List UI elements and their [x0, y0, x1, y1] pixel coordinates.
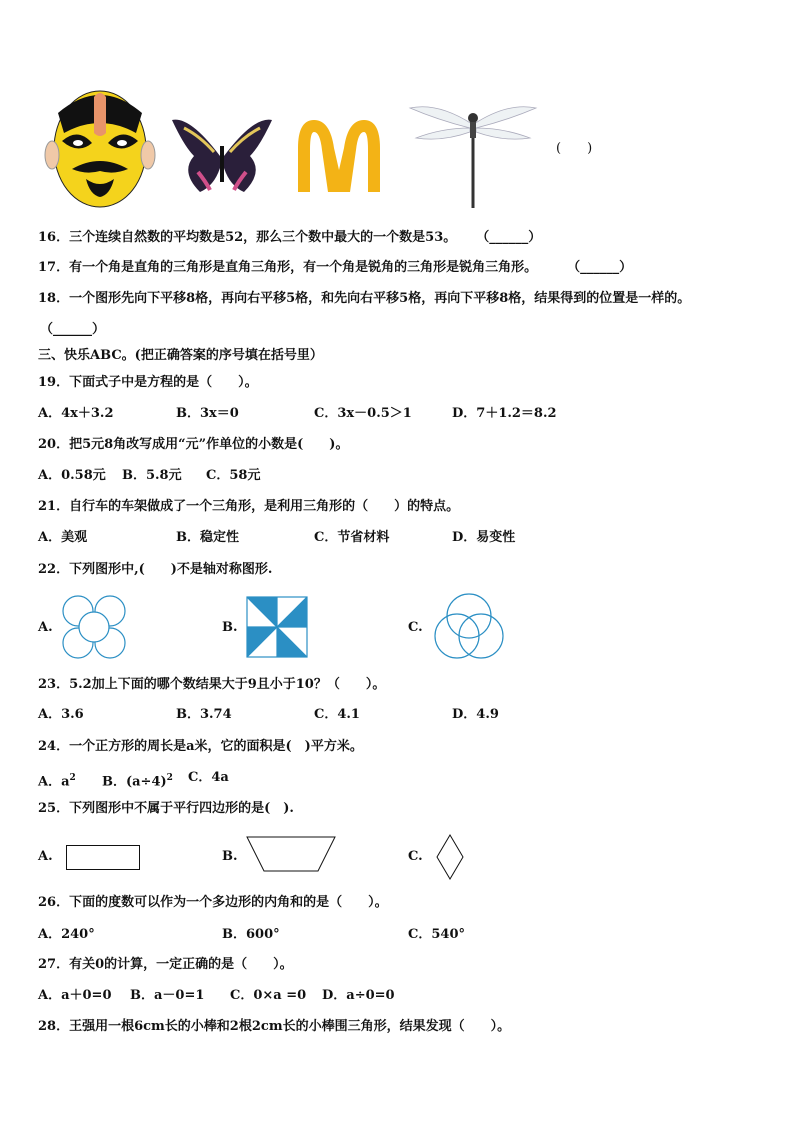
question-20-option-a[interactable]: A．0.58元	[38, 468, 106, 483]
question-24-option-a-exponent: 2	[69, 773, 76, 783]
question-18-text: 18．一个图形先向下平移8格，再向右平移5格，和先向右平移5格，再向下平移8格，结果得到的位置是一样的。	[38, 291, 691, 306]
question-25-text: 25．下列图形中不属于平行四边形的是( ).	[38, 801, 294, 816]
flower-figure	[60, 595, 128, 659]
question-20-text: 20．把5元8角改写成用“元”作单位的小数是( )。	[38, 437, 349, 452]
question-23-option-c[interactable]: C．4.1	[314, 707, 360, 722]
mcdonalds-logo-image	[296, 118, 382, 192]
rectangle-figure	[66, 845, 140, 871]
question-26-option-c[interactable]: C．540°	[408, 927, 465, 942]
question-27-text: 27．有关0的计算，一定正确的是（ ）。	[38, 957, 293, 972]
question-21-option-c[interactable]: C．节省材料	[314, 530, 390, 545]
section-3-heading: 三、快乐ABC。(把正确答案的序号填在括号里）	[38, 348, 323, 363]
question-21-text: 21．自行车的车架做成了一个三角形，是利用三角形的（ ）的特点。	[38, 499, 460, 514]
question-22-option-c[interactable]: C.	[408, 620, 423, 635]
question-20-option-b[interactable]: B．5.8元	[122, 468, 182, 483]
question-26-option-b[interactable]: B．600°	[222, 927, 280, 942]
question-22-option-a[interactable]: A.	[38, 620, 53, 635]
question-23-option-b[interactable]: B．3.74	[176, 707, 232, 722]
question-23-text: 23．5.2加上下面的哪个数结果大于9且小于10？（ ）。	[38, 677, 386, 692]
question-16	[38, 229, 541, 247]
question-24-option-b-exponent: 2	[166, 773, 173, 783]
question-24-option-b-text: B．(a÷4)	[102, 774, 167, 790]
question-22-text: 22．下列图形中,( )不是轴对称图形.	[38, 562, 273, 577]
question-26-option-a[interactable]: A．240°	[38, 927, 95, 942]
question-28-text: 28．王强用一根6cm长的小棒和2根2cm长的小棒围三角形，结果发现（ ）。	[38, 1019, 511, 1034]
question-19-option-c[interactable]: C．3x－0.5＞1	[314, 406, 412, 421]
question-27-option-b[interactable]: B．a－0=1	[130, 988, 205, 1003]
question-17-text: 17．有一个角是直角的三角形是直角三角形，有一个角是锐角的三角形是锐角三角形。	[38, 260, 538, 275]
question-19-option-d[interactable]: D．7＋1.2＝8.2	[452, 406, 557, 421]
question-21-option-a[interactable]: A．美观	[38, 530, 88, 545]
opera-mask-image	[44, 83, 156, 211]
question-16-answer-blank[interactable]: （______）	[476, 230, 542, 245]
question-24-text: 24．一个正方形的周长是a米，它的面积是( )平方米。	[38, 739, 363, 754]
trapezoid-figure	[246, 836, 336, 872]
question-16-text: 16．三个连续自然数的平均数是52，那么三个数中最大的一个数是53。	[38, 230, 457, 245]
image-row-answer-blank[interactable]: ( )	[556, 141, 593, 156]
question-24-option-c[interactable]: C．4a	[188, 770, 229, 785]
question-27-option-d[interactable]: D．a÷0=0	[322, 988, 395, 1003]
butterfly-image	[170, 116, 274, 200]
question-19-option-b[interactable]: B．3x＝0	[176, 406, 239, 421]
rhombus-figure	[436, 834, 464, 880]
question-24-option-b[interactable]	[102, 769, 173, 791]
question-17	[38, 259, 632, 277]
question-25-option-c[interactable]: C.	[408, 849, 423, 864]
question-17-answer-blank[interactable]: （______）	[567, 260, 633, 275]
question-21-option-b[interactable]: B．稳定性	[176, 530, 239, 545]
question-19-text: 19．下面式子中是方程的是（ ）。	[38, 375, 258, 390]
question-24-option-a-text: A．a	[38, 774, 70, 790]
question-24-option-a[interactable]	[38, 769, 76, 791]
question-23-option-a[interactable]: A．3.6	[38, 707, 84, 722]
question-27-option-a[interactable]: A．a＋0=0	[38, 988, 112, 1003]
question-20-option-c[interactable]: C．58元	[206, 468, 261, 483]
question-27-option-c[interactable]: C．0×a =0	[230, 988, 307, 1003]
question-19-option-a[interactable]: A．4x＋3.2	[38, 406, 114, 421]
pinwheel-figure	[246, 596, 308, 658]
trefoil-figure	[430, 590, 508, 662]
question-22-option-b[interactable]: B.	[222, 620, 238, 635]
question-25-option-a[interactable]: A.	[38, 849, 53, 864]
question-23-option-d[interactable]: D．4.9	[452, 707, 499, 722]
question-18	[38, 290, 690, 308]
question-26-text: 26．下面的度数可以作为一个多边形的内角和的是（ ）。	[38, 895, 388, 910]
question-21-option-d[interactable]: D．易变性	[452, 530, 516, 545]
question-18-answer-blank[interactable]: （______）	[40, 322, 106, 337]
question-25-option-b[interactable]: B.	[222, 849, 238, 864]
dragonfly-image	[408, 98, 538, 210]
